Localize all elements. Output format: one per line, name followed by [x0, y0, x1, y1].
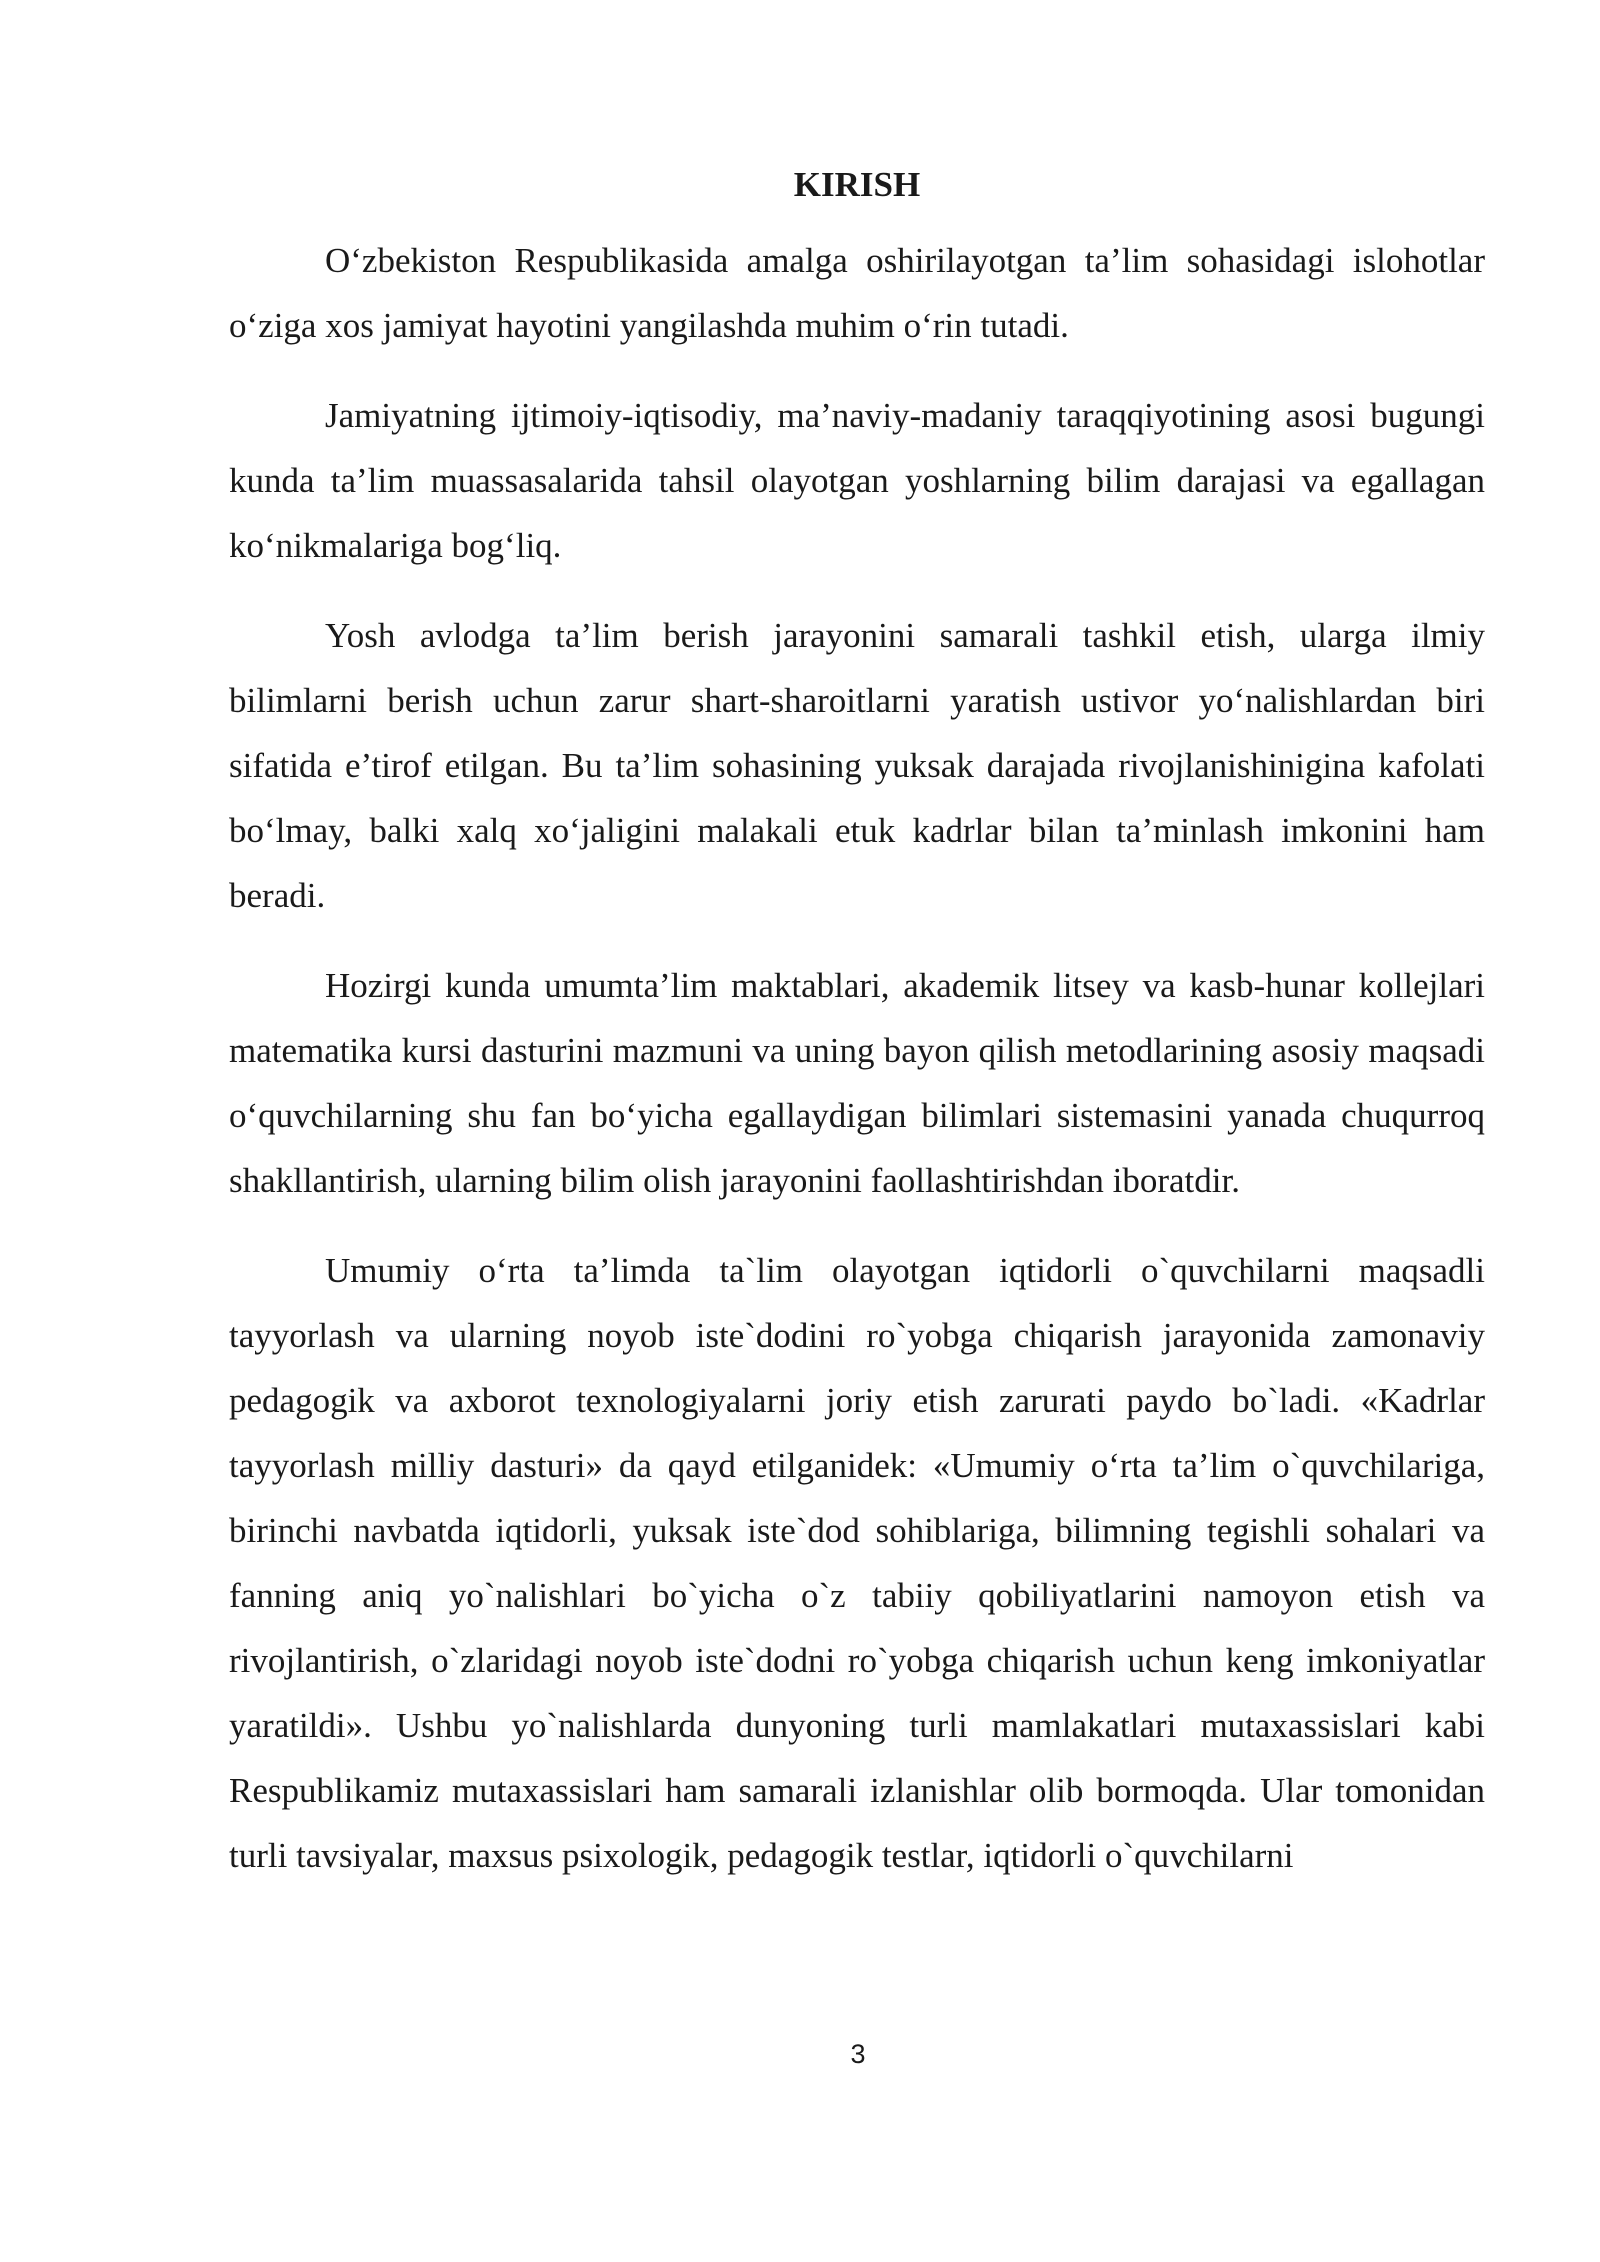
paragraph-3: Yosh avlodga ta’lim berish jarayonini samarali tashkil etish, ularga ilmiy bilimlarni berish uchun zarur shart-sharoitlarni yaratish ustivor yo‘nalishlardan biri sifatida e’tirof etilgan. Bu ta’lim sohasining yuksak darajada rivojlanishinigina kafolati bo‘lmay, balki xalq xo‘jaligini malakali etuk kadrlar bilan ta’minlash imkonini ham beradi.	[229, 616, 1485, 915]
page-number: 3	[850, 2039, 866, 2069]
document-page	[229, 160, 1485, 1888]
paragraph-2: Jamiyatning ijtimoiy-iqtisodiy, ma’naviy-madaniy taraqqiyotining asosi bugungi kunda ta’lim muassasalarida tahsil olayotgan yoshlarning bilim darajasi va egallagan ko‘nikmalariga bog‘liq.	[229, 396, 1485, 565]
section-title: KIRISH	[793, 165, 921, 204]
paragraph-1: O‘zbekiston Respublikasida amalga oshirilayotgan ta’lim sohasidagi islohotlar o‘ziga xos jamiyat hayotini yangilashda muhim o‘rin tutadi.	[229, 241, 1485, 345]
paragraph-4: Hozirgi kunda umumta’lim maktablari, akademik litsey va kasb-hunar kollejlari matematika kursi dasturini mazmuni va uning bayon qilish metodlarining asosiy maqsadi o‘quvchilarning shu fan bo‘yicha egallaydigan bilimlari sistemasini yanada chuqurroq shakllantirish, ularning bilim olish jarayonini faollashtirishdan iboratdir.	[229, 966, 1485, 1200]
paragraph-5: Umumiy o‘rta ta’limda ta`lim olayotgan iqtidorli o`quvchilarni maqsadli tayyorlash va ularning noyob iste`dodini ro`yobga chiqarish jarayonida zamonaviy pedagogik va axborot texnologiyalarni joriy etish zarurati paydo bo`ladi. «Kadrlar tayyorlash milliy dasturi» da qayd etilganidek: «Umumiy o‘rta ta’lim o`quvchilariga, birinchi navbatda iqtidorli, yuksak iste`dod sohiblariga, bilimning tegishli sohalari va fanning aniq yo`nalishlari bo`yicha o`z tabiiy qobiliyatlarini namoyon etish va rivojlantirish, o`zlaridagi noyob iste`dodni ro`yobga chiqarish uchun keng imkoniyatlar yaratildi». Ushbu yo`nalishlarda dunyoning turli mamlakatlari mutaxassislari kabi Respublikamiz mutaxassislari ham samarali izlanishlar olib bormoqda. Ular tomonidan turli tavsiyalar, maxsus psixologik, pedagogik testlar, iqtidorli o`quvchilarni	[229, 1251, 1485, 1875]
